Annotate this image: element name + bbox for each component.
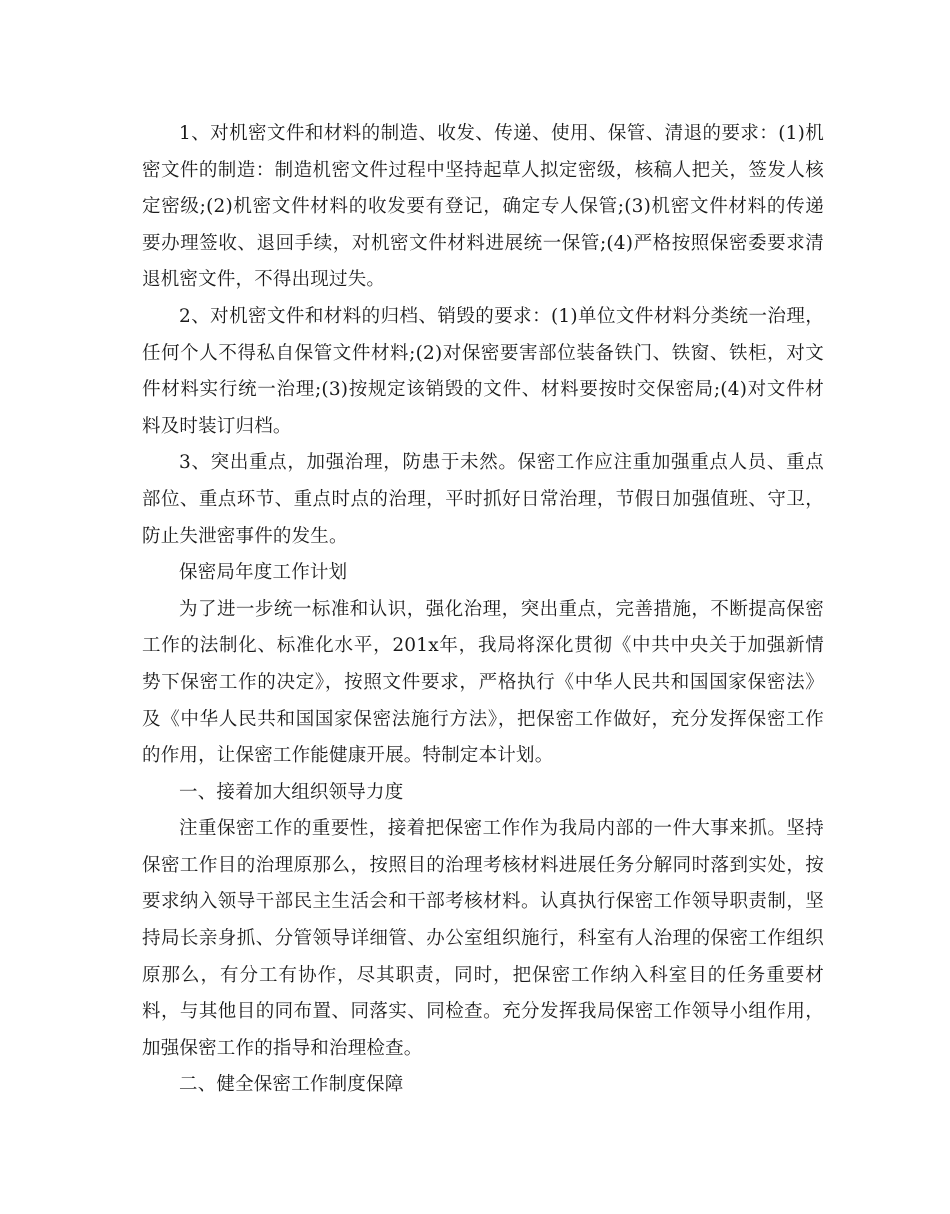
paragraph-leadership-details: 注重保密工作的重要性，接着把保密工作作为我局内部的一件大事来抓。坚持保密工作目的治理原那么，按照目的治理考核材料进展任务分解同时落到实处，按要求纳入领导干部民主生活会和干部考核材料。认真执行保密工作领导职责制，坚持局长亲身抓、分管领导详细管、办公室组织施行，科室有人治理的保密工作组织原那么，有分工有协作，尽其职责，同时，把保密工作纳入科室目的任务重要材料，与其他目的同布置、同落实、同检查。充分发挥我局保密工作领导小组作用，加强保密工作的指导和治理检查。 — [142, 818, 824, 1059]
heading-organizational-leadership: 一、接着加大组织领导力度 — [179, 781, 404, 803]
heading-system-guarantee: 二、健全保密工作制度保障 — [179, 1074, 404, 1096]
section-title-annual-plan: 保密局年度工作计划 — [179, 562, 348, 584]
paragraph-archiving-destruction: 2、对机密文件和材料的归档、销毁的要求：(1)单位文件材料分类统一治理，任何个人不得私自保管文件材料;(2)对保密要害部位装备铁门、铁窗、铁柜，对文件材料实行统一治理;(3)按规定该销毁的文件、材料要按时交保密局;(4)对文件材料及时装订归档。 — [142, 305, 824, 437]
paragraph-plan-introduction: 为了进一步统一标准和认识，强化治理，突出重点，完善措施，不断提高保密工作的法制化、标准化水平，201x年，我局将深化贯彻《中共中央关于加强新情势下保密工作的决定》，按照文件要求，严格执行《中华人民共和国国家保密法》及《中华人民共和国国家保密法施行方法》，把保密工作做好，充分发挥保密工作的作用，让保密工作能健康开展。特制定本计划。 — [142, 598, 824, 767]
paragraph-secret-documents-handling: 1、对机密文件和材料的制造、收发、传递、使用、保管、清退的要求：(1)机密文件的制造：制造机密文件过程中坚持起草人拟定密级，核稿人把关，签发人核定密级;(2)机密文件材料的收发要有登记，确定专人保管;(3)机密文件材料的传递要办理签收、退回手续，对机密文件材料进展统一保管;(4)严格按照保密委要求清退机密文件，不得出现过失。 — [142, 123, 824, 291]
document-body — [142, 116, 824, 1104]
paragraph-focus-key-points: 3、突出重点，加强治理，防患于未然。保密工作应注重加强重点人员、重点部位、重点环节、重点时点的治理，平时抓好日常治理，节假日加强值班、守卫，防止失泄密事件的发生。 — [142, 452, 824, 547]
